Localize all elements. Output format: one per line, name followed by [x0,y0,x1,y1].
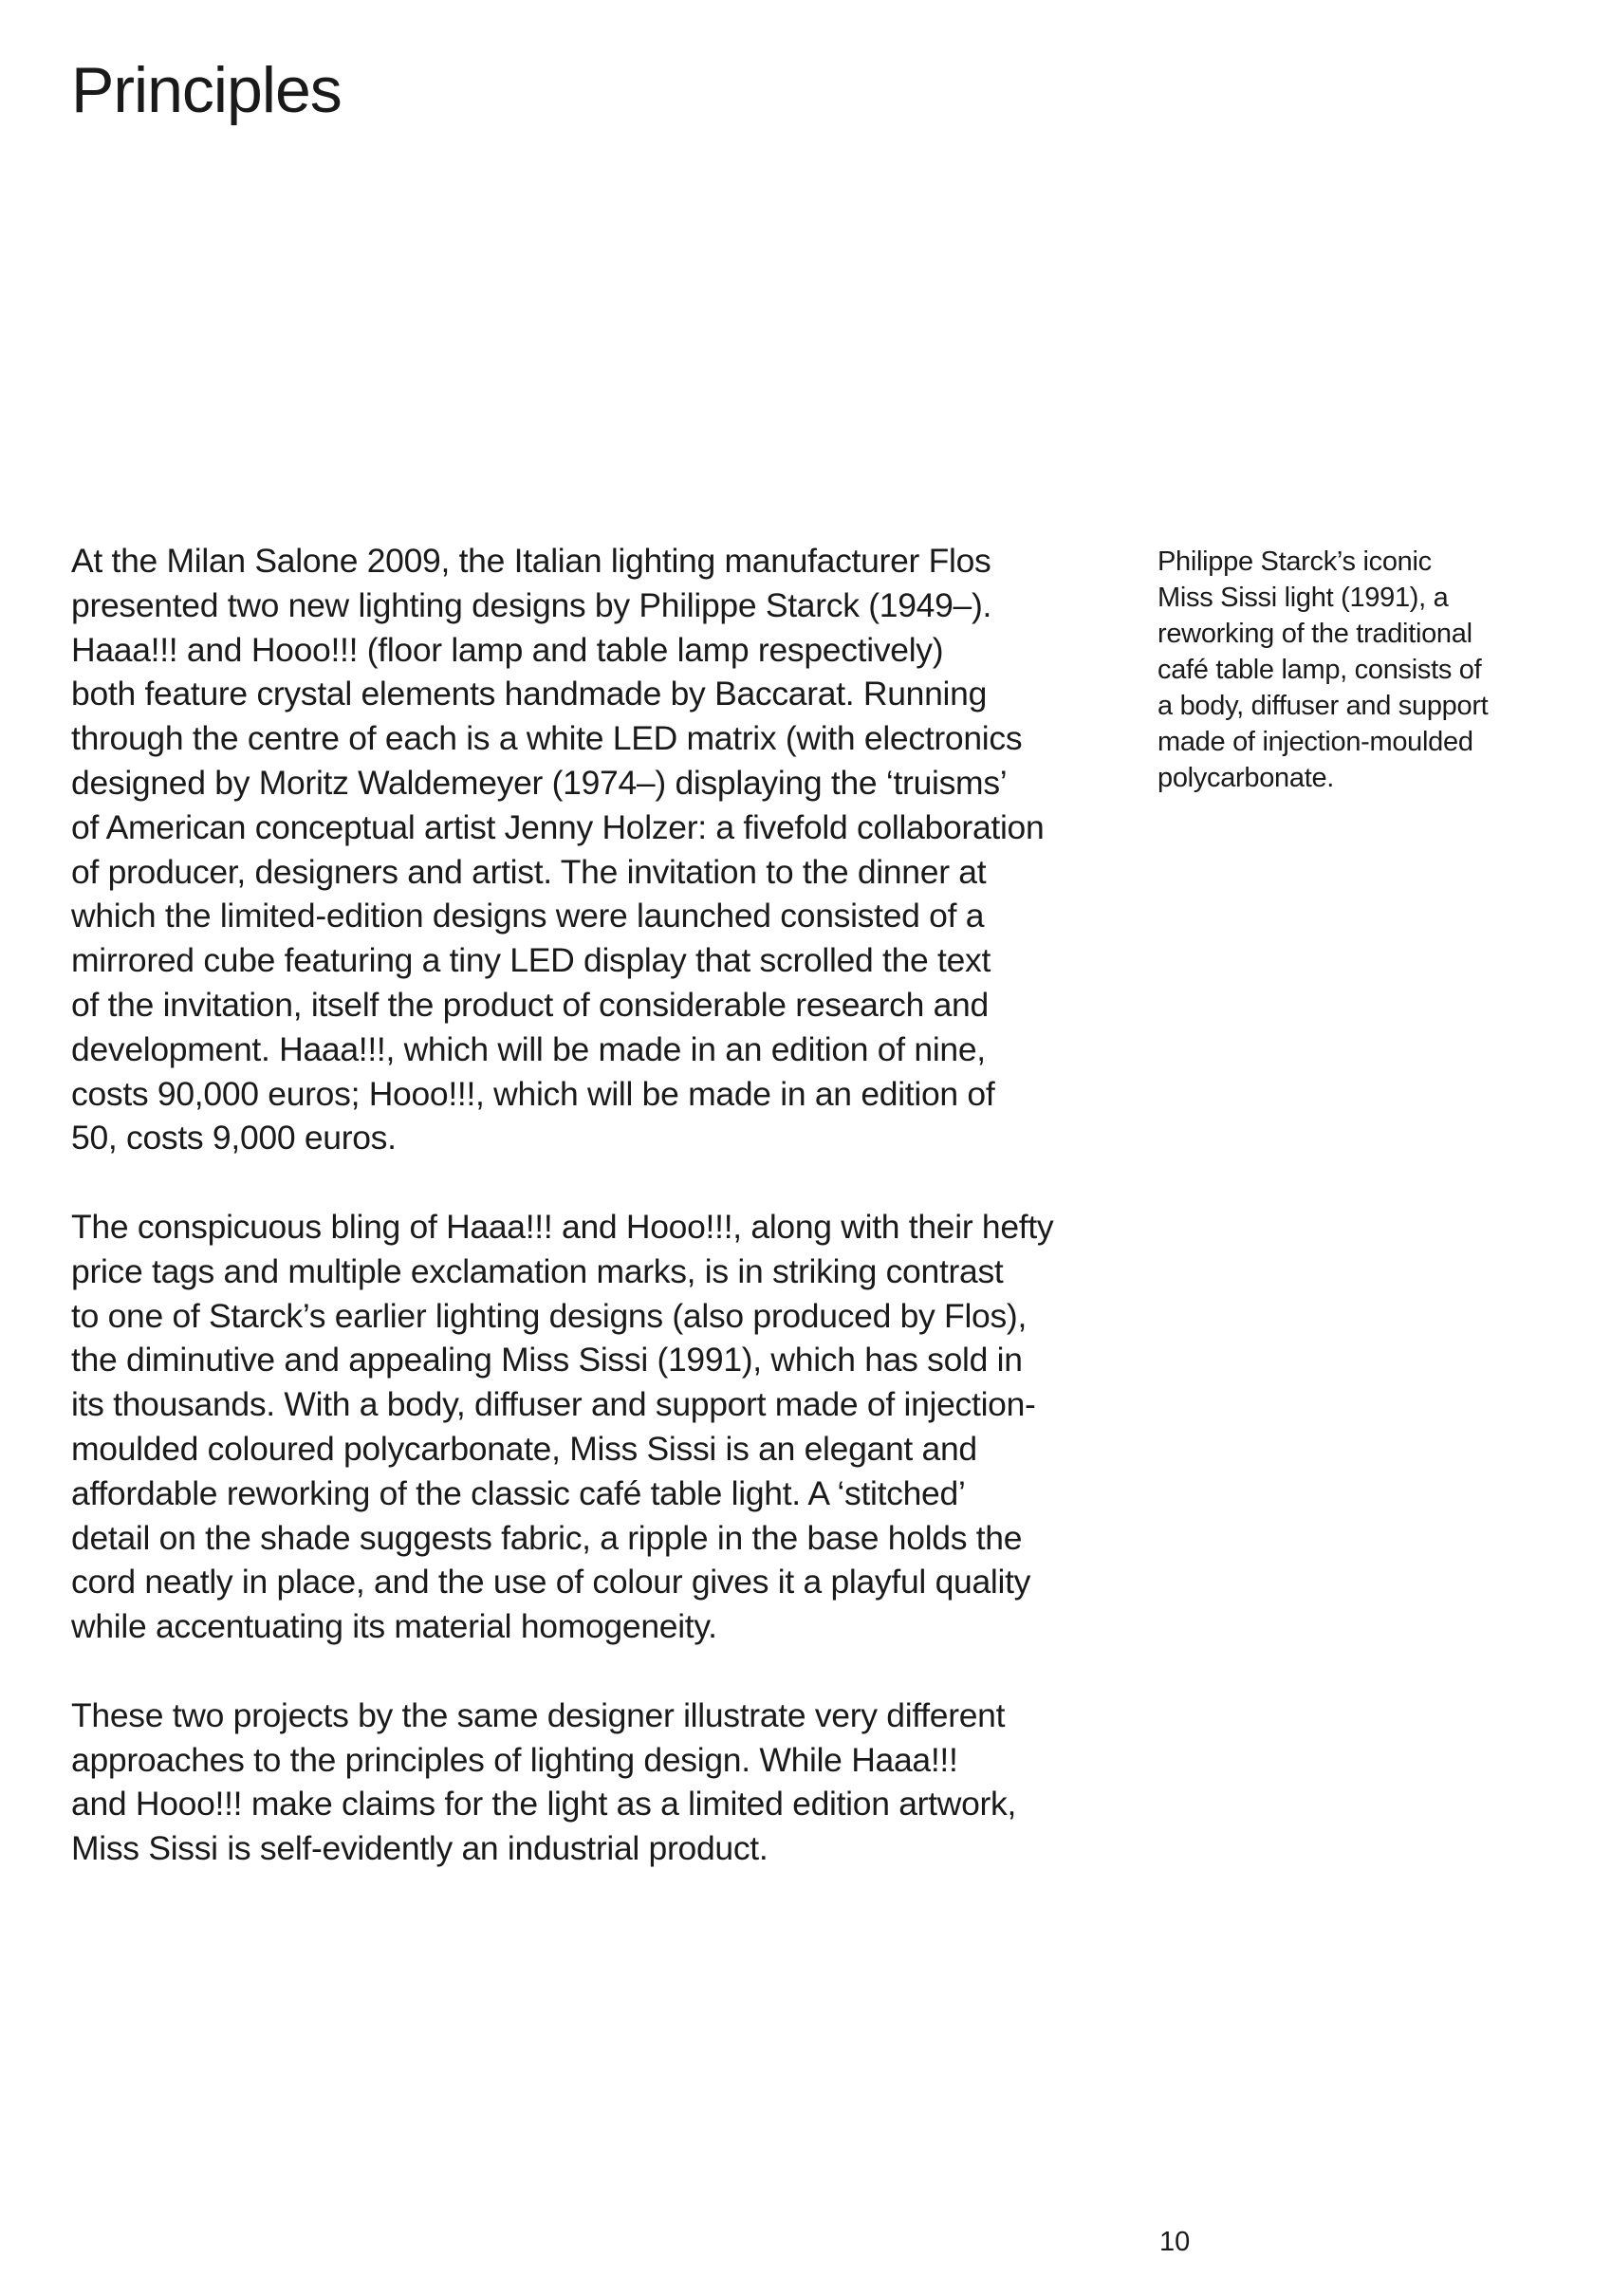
paragraph-2 [71,1205,1120,1649]
text-line: through the centre of each is a white LED matrix (with electronics [71,719,1023,758]
text-line: both feature crystal elements handmade by Baccarat. Running [71,675,988,713]
text-line: At the Milan Salone 2009, the Italian lighting manufacturer Flos [71,542,991,580]
sidenote-line: Philippe Starck’s iconic [1157,546,1432,577]
text-line: its thousands. With a body, diffuser and support made of injection- [71,1385,1036,1424]
text-line: and Hooo!!! make claims for the light as a limited edition artwork, [71,1785,1017,1824]
text-line: moulded coloured polycarbonate, Miss Sissi is an elegant and [71,1429,977,1468]
sidenote-caption [1157,544,1537,796]
text-line: of the invitation, itself the product of considerable research and [71,985,989,1024]
page-number: 10 [1159,2227,1191,2257]
sidenote-line: a body, diffuser and support [1157,691,1489,721]
page-title: Principles [71,54,342,126]
sidenote-line: Miss Sissi light (1991), a [1157,583,1449,613]
sidenote-line: reworking of the traditional [1157,619,1472,649]
text-line: presented two new lighting designs by Philippe Starck (1949–). [71,585,992,624]
sidenote-line: polycarbonate. [1157,763,1335,793]
text-line: approaches to the principles of lighting design. While Haaa!!! [71,1740,958,1779]
sidenote-line: made of injection-moulded [1157,727,1473,757]
text-line: designed by Moritz Waldemeyer (1974–) displaying the ‘truisms’ [71,763,1008,802]
text-line: development. Haaa!!!, which will be made in an edition of nine, [71,1029,986,1068]
text-line: affordable reworking of the classic café table light. A ‘stitched’ [71,1473,966,1512]
text-line: to one of Starck’s earlier lighting designs (also produced by Flos), [71,1296,1028,1335]
text-line: 50, costs 9,000 euros. [71,1119,397,1157]
paragraph-1 [71,539,1120,1160]
text-line: while accentuating its material homogeneity. [71,1607,717,1646]
text-line: These two projects by the same designer illustrate very different [71,1695,1006,1734]
text-line: of American conceptual artist Jenny Holzer: a fivefold collaboration [71,807,1045,846]
body-text [71,539,1120,1916]
text-line: Haaa!!! and Hooo!!! (floor lamp and table lamp respectively) [71,630,944,669]
sidenote-line: café table lamp, consists of [1157,655,1482,685]
text-line: mirrored cube featuring a tiny LED display that scrolled the text [71,941,991,980]
text-line: cord neatly in place, and the use of colour gives it a playful quality [71,1563,1031,1602]
text-line: the diminutive and appealing Miss Sissi (1991), which has sold in [71,1341,1023,1379]
text-line: detail on the shade suggests fabric, a ripple in the base holds the [71,1518,1023,1557]
text-line: of producer, designers and artist. The invitation to the dinner at [71,852,987,891]
text-line: costs 90,000 euros; Hooo!!!, which will be made in an edition of [71,1074,995,1113]
text-line: Miss Sissi is self-evidently an industrial product. [71,1829,768,1868]
text-line: which the limited-edition designs were launched consisted of a [71,897,985,935]
paragraph-3 [71,1694,1120,1871]
text-line: price tags and multiple exclamation marks, is in striking contrast [71,1251,1004,1290]
text-line: The conspicuous bling of Haaa!!! and Hooo!!!, along with their hefty [71,1207,1054,1246]
